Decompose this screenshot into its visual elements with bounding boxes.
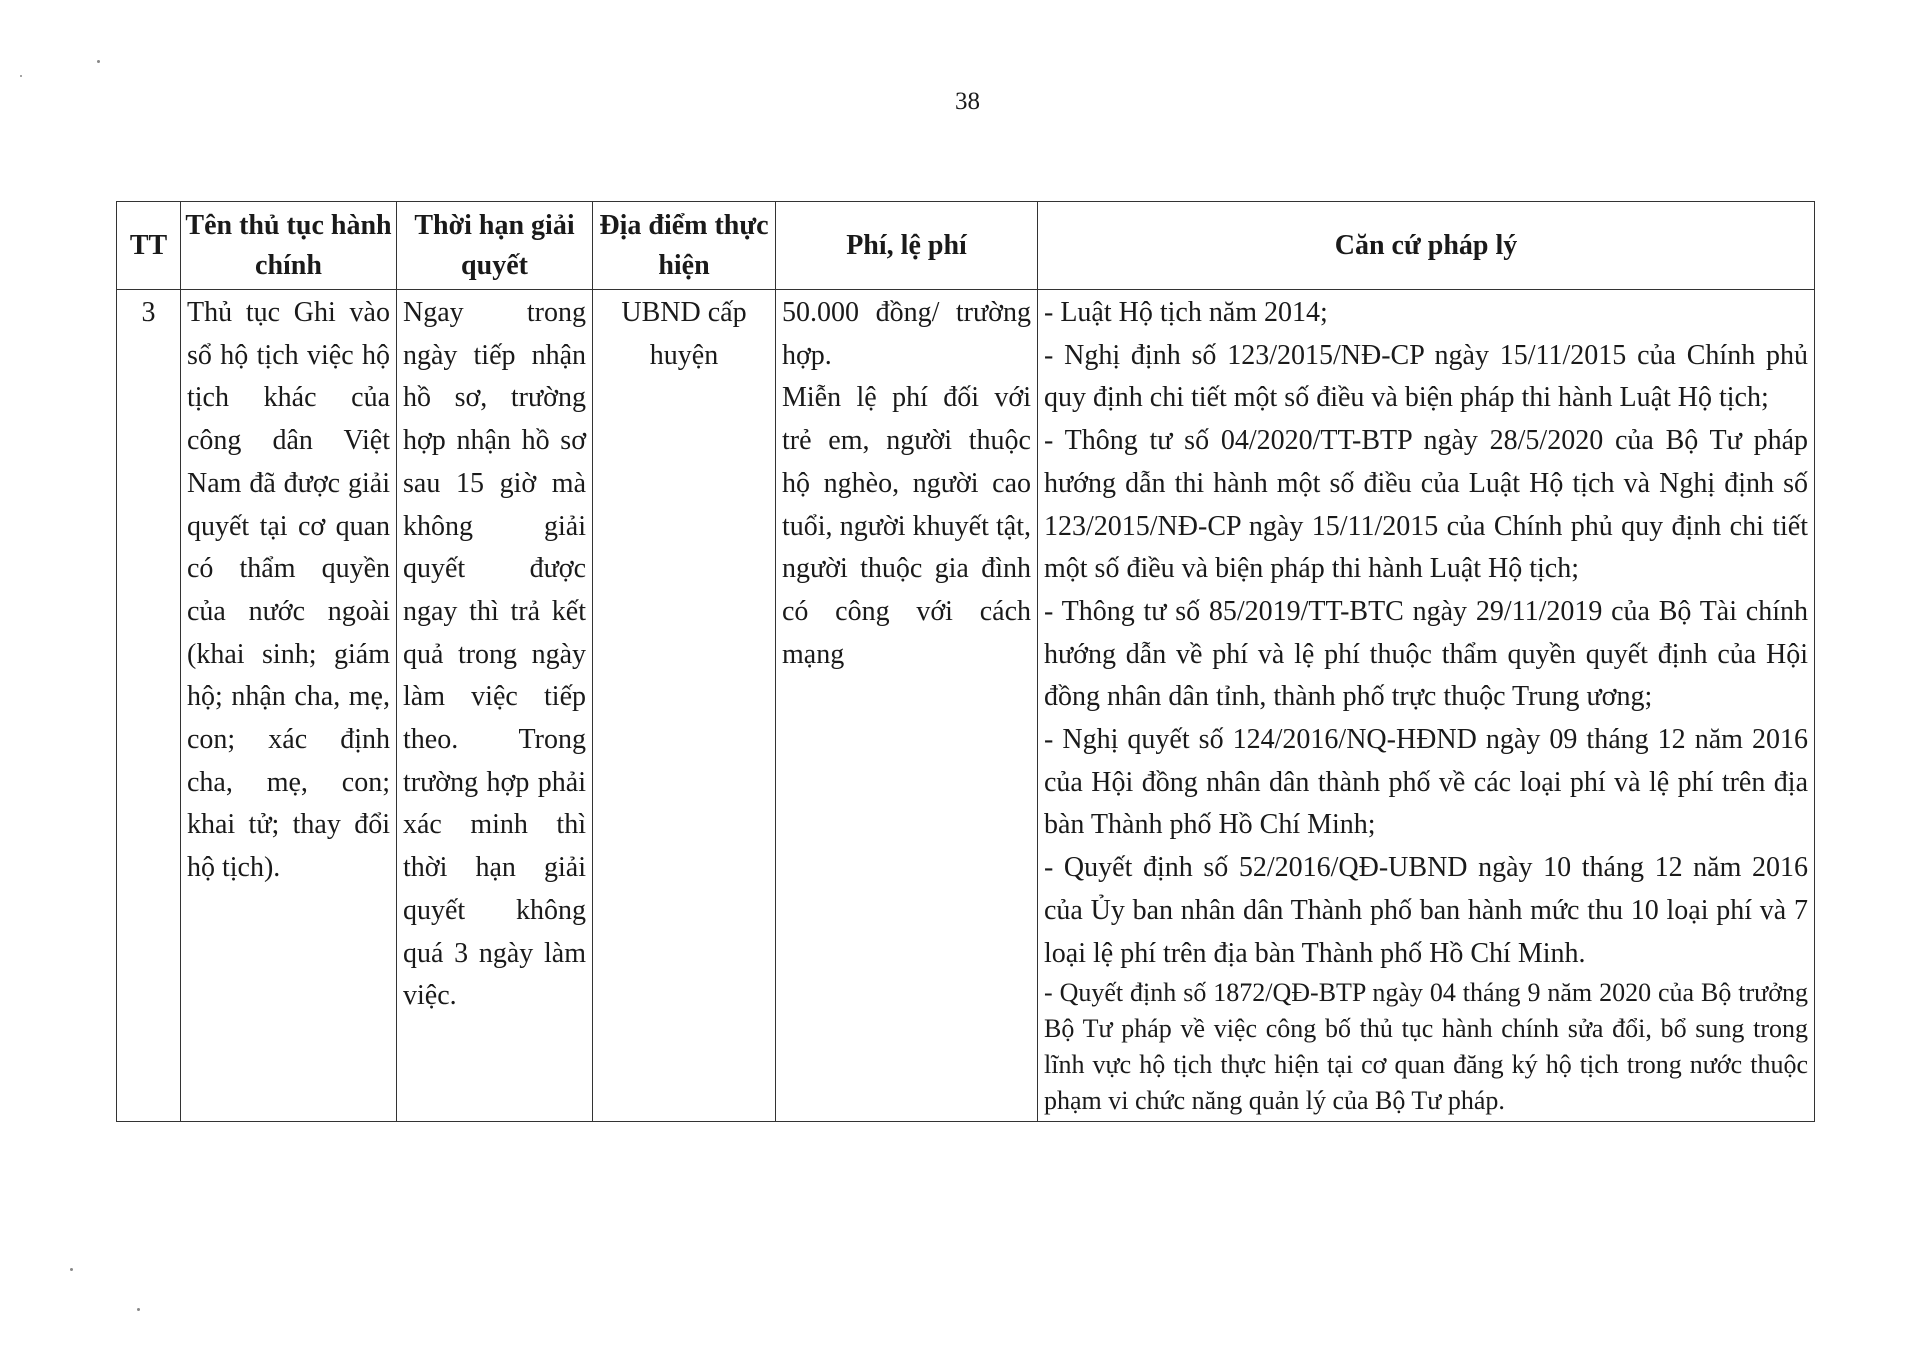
header-location: Địa điểm thực hiện [593,202,776,290]
legal-item: - Nghị định số 123/2015/NĐ-CP ngày 15/11/2015 của Chính phủ quy định chi tiết một số điều và biện pháp thi hành Luật Hộ tịch; [1044,339,1808,414]
header-processing-time: Thời hạn giải quyết [397,202,593,290]
scan-speck [97,60,100,63]
legal-item: - Quyết định số 1872/QĐ-BTP ngày 04 tháng 9 năm 2020 của Bộ trưởng Bộ Tư pháp về việc công bố thủ tục hành chính sửa đổi, bổ sung trong lĩnh vực hộ tịch thực hiện tại cơ quan đăng ký hộ tịch trong nước thuộc phạm vi chức năng quản lý của Bộ Tư pháp. [1044,978,1808,1116]
header-fee: Phí, lệ phí [776,202,1038,290]
header-tt: TT [117,202,181,290]
cell-procedure-name: Thủ tục Ghi vào sổ hộ tịch việc hộ tịch khác của công dân Việt Nam đã được giải quyết tại cơ quan có thẩm quyền của nước ngoài (khai sinh; giám hộ; nhận cha, mẹ, con; xác định cha, mẹ, con; khai tử; thay đổi hộ tịch). [181,290,397,1122]
cell-tt: 3 [117,290,181,1122]
cell-location: UBND cấp huyện [593,290,776,1122]
cell-fee [776,290,1038,1122]
legal-item: - Nghị quyết số 124/2016/NQ-HĐND ngày 09 tháng 12 năm 2016 của Hội đồng nhân dân thành phố về các loại phí và lệ phí trên địa bàn Thành phố Hồ Chí Minh; [1044,724,1808,841]
legal-item: - Luật Hộ tịch năm 2014; [1044,297,1328,328]
scan-speck [70,1268,73,1271]
table-row [117,290,1815,1122]
scan-speck [137,1308,140,1311]
header-procedure-name: Tên thủ tục hành chính [181,202,397,290]
fee-exemption: Miễn lệ phí đối với trẻ em, người thuộc hộ nghèo, người cao tuổi, người khuyết tật, người thuộc gia đình có công với cách mạng [782,382,1031,670]
cell-processing-time: Ngay trong ngày tiếp nhận hồ sơ, trường hợp nhận hồ sơ sau 15 giờ mà không giải quyết được ngay thì trả kết quả trong ngày làm việc tiếp theo. Trong trường hợp phải xác minh thì thời hạn giải quyết không quá 3 ngày làm việc. [397,290,593,1122]
page-number: 38 [955,88,980,115]
table-header-row [117,202,1815,290]
cell-legal-basis [1038,290,1815,1122]
procedure-table [116,201,1815,1122]
scan-speck [20,75,22,77]
legal-item: - Quyết định số 52/2016/QĐ-UBND ngày 10 tháng 12 năm 2016 của Ủy ban nhân dân Thành phố ban hành mức thu 10 loại phí và 7 loại lệ phí trên địa bàn Thành phố Hồ Chí Minh. [1044,852,1808,969]
legal-item: - Thông tư số 85/2019/TT-BTC ngày 29/11/2019 của Bộ Tài chính hướng dẫn về phí và lệ phí thuộc thẩm quyền quyết định của Hội đồng nhân dân tỉnh, thành phố trực thuộc Trung ương; [1044,595,1808,713]
fee-amount: 50.000 đồng/ trường hợp. [782,297,1031,371]
legal-item: - Thông tư số 04/2020/TT-BTP ngày 28/5/2020 của Bộ Tư pháp hướng dẫn thi hành một số điều của Luật Hộ tịch và Nghị định số 123/2015/NĐ-CP ngày 15/11/2015 của Chính phủ quy định chi tiết một số điều và biện pháp thi hành Luật Hộ tịch; [1044,425,1808,585]
header-legal-basis: Căn cứ pháp lý [1038,202,1815,290]
